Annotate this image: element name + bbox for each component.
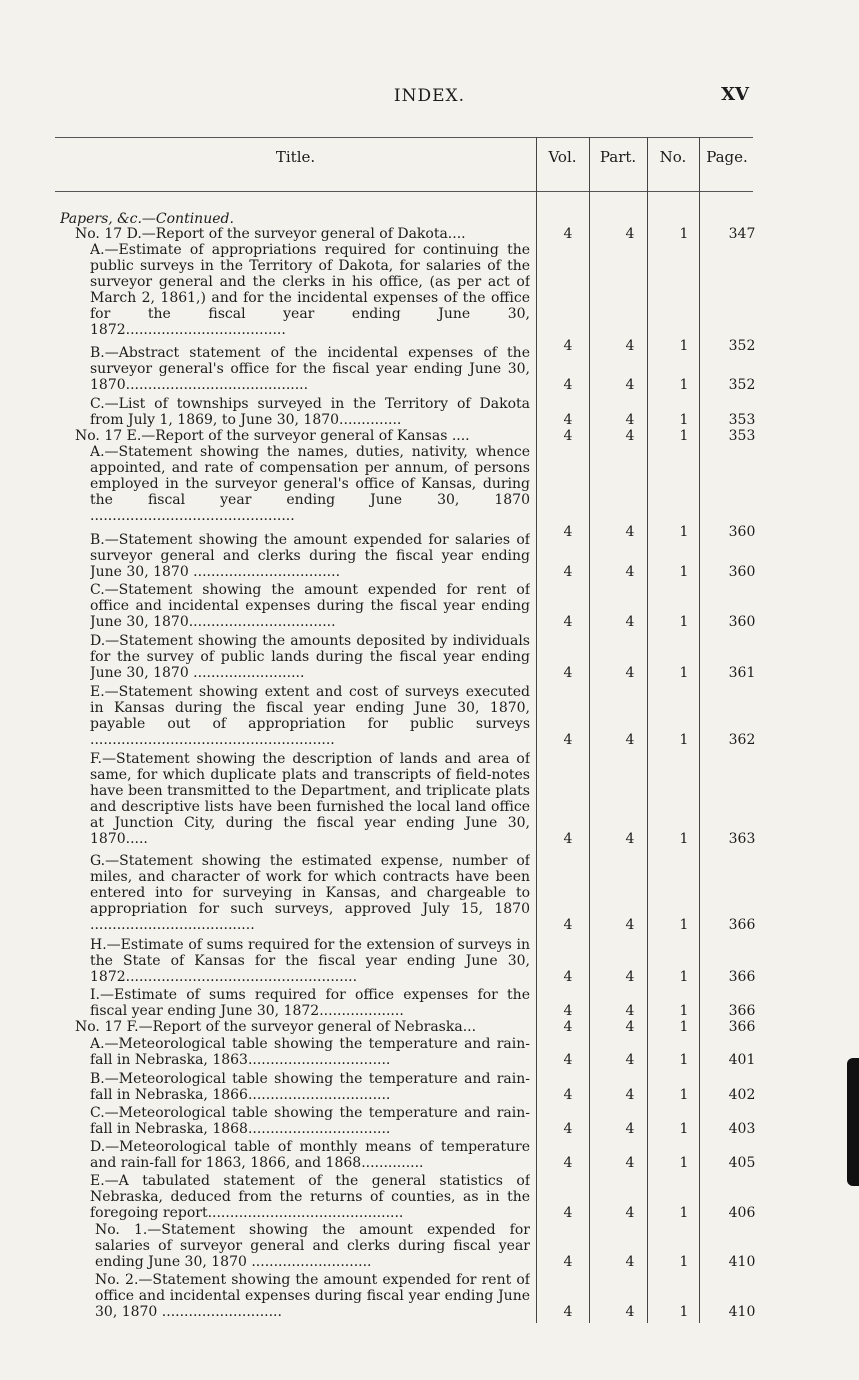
index-entry-title: F.—Statement showing the description of lands and area of same, for which duplicate plats and transcripts of field-notes have been transmitted to the Department, and triplicate plats and descriptive lists have been furnished the local land office at Junction City, during the fiscal year ending June 30, 1870..... — [90, 751, 530, 847]
index-entry-vol: 4 — [563, 1205, 573, 1221]
index-entry-no: 1 — [679, 564, 689, 580]
index-entry-title: A.—Statement showing the names, duties, nativity, whence appointed, and rate of compensation per annum, of persons employed in the surveyor general's office of Kansas, during the fiscal year ending June 30, 1870 .............................................. — [90, 444, 530, 524]
column-header-no: No. — [659, 148, 687, 166]
page-header-title: INDEX. — [393, 86, 466, 106]
index-entry-vol: 4 — [563, 377, 573, 393]
index-entry-no: 1 — [679, 917, 689, 933]
index-entry-title: B.—Abstract statement of the incidental expenses of the surveyor general's office for the fiscal year ending June 30, 1870......................................... — [90, 345, 530, 393]
index-entry-vol: 4 — [563, 969, 573, 985]
index-entry-page: 402 — [728, 1087, 756, 1103]
index-entry-part: 4 — [625, 1087, 635, 1103]
index-entry-part: 4 — [625, 1205, 635, 1221]
index-entry-title: D.—Meteorological table of monthly means of temperature and rain-fall for 1863, 1866, and 1868.............. — [90, 1139, 530, 1171]
index-entry-part: 4 — [625, 1254, 635, 1270]
index-entry-page: 360 — [728, 524, 756, 540]
index-entry-part: 4 — [625, 564, 635, 580]
index-entry-vol: 4 — [563, 564, 573, 580]
index-entry-vol: 4 — [563, 665, 573, 681]
index-entry-page: 353 — [728, 412, 756, 428]
index-entry-no: 1 — [679, 1052, 689, 1068]
index-entry-page: 360 — [728, 614, 756, 630]
index-entry-vol: 4 — [563, 732, 573, 748]
index-entry-title: A.—Estimate of appropriations required for continuing the public surveys in the Territory of Dakota, for salaries of the surveyor general and the clerks in his office, (as per act of March 2, 1861,) and for the incidental expenses of the office for the fiscal year ending June 30, 1872.................................... — [90, 242, 530, 338]
index-entry-part: 4 — [625, 412, 635, 428]
index-entry-title: No. 17 F.—Report of the surveyor general of Nebraska... — [75, 1019, 477, 1035]
index-entry-part: 4 — [625, 1304, 635, 1320]
index-entry-part: 4 — [625, 917, 635, 933]
index-entry-vol: 4 — [563, 1052, 573, 1068]
index-entry-vol: 4 — [563, 226, 573, 242]
index-entry-part: 4 — [625, 1121, 635, 1137]
index-entry-title: I.—Estimate of sums required for office expenses for the fiscal year ending June 30, 1872................... — [90, 987, 530, 1019]
index-entry-no: 1 — [679, 1304, 689, 1320]
index-entry-page: 410 — [728, 1304, 756, 1320]
index-entry-part: 4 — [625, 377, 635, 393]
index-entry-page: 362 — [728, 732, 756, 748]
column-header-title: Title. — [275, 148, 316, 166]
index-entry-vol: 4 — [563, 428, 573, 444]
index-entry-no: 1 — [679, 969, 689, 985]
index-entry-title: B.—Meteorological table showing the temperature and rain-fall in Nebraska, 1866................................ — [90, 1071, 530, 1103]
index-entry-title: No. 1.—Statement showing the amount expended for salaries of surveyor general and clerks during fiscal year ending June 30, 1870 ........................... — [95, 1222, 530, 1270]
index-entry-no: 1 — [679, 732, 689, 748]
index-entry-part: 4 — [625, 1003, 635, 1019]
index-entry-page: 366 — [728, 1019, 756, 1035]
index-entry-no: 1 — [679, 428, 689, 444]
index-entry-part: 4 — [625, 428, 635, 444]
index-entry-part: 4 — [625, 732, 635, 748]
index-entry-title: E.—A tabulated statement of the general statistics of Nebraska, deduced from the returns of counties, as in the foregoing report............................................ — [90, 1173, 530, 1221]
index-entry-title: A.—Meteorological table showing the temperature and rain-fall in Nebraska, 1863................................ — [90, 1036, 530, 1068]
index-entry-part: 4 — [625, 1155, 635, 1171]
column-header-part: Part. — [599, 148, 637, 166]
index-entry-no: 1 — [679, 226, 689, 242]
index-entry-title: C.—Statement showing the amount expended for rent of office and incidental expenses during the fiscal year ending June 30, 1870................................. — [90, 582, 530, 630]
page-number: XV — [721, 84, 749, 105]
index-entry-page: 406 — [728, 1205, 756, 1221]
index-entry-title: Papers, &c.—Continued. — [60, 211, 234, 227]
index-entry-no: 1 — [679, 1121, 689, 1137]
scan-edge-mark — [847, 1058, 859, 1186]
index-entry-vol: 4 — [563, 1019, 573, 1035]
index-entry-title: H.—Estimate of sums required for the extension of surveys in the State of Kansas for the fiscal year ending June 30, 1872.................................................... — [90, 937, 530, 985]
index-entry-part: 4 — [625, 338, 635, 354]
index-entry-page: 366 — [728, 969, 756, 985]
index-entry-vol: 4 — [563, 1003, 573, 1019]
index-entry-vol: 4 — [563, 1254, 573, 1270]
index-entry-vol: 4 — [563, 338, 573, 354]
index-entry-vol: 4 — [563, 1087, 573, 1103]
index-entry-page: 366 — [728, 1003, 756, 1019]
index-entry-vol: 4 — [563, 917, 573, 933]
index-entry-part: 4 — [625, 524, 635, 540]
index-entry-page: 363 — [728, 831, 756, 847]
index-entry-no: 1 — [679, 524, 689, 540]
index-entry-part: 4 — [625, 831, 635, 847]
index-entry-page: 410 — [728, 1254, 756, 1270]
index-entry-page: 405 — [728, 1155, 756, 1171]
index-entry-page: 353 — [728, 428, 756, 444]
index-entry-page: 352 — [728, 338, 756, 354]
index-entry-part: 4 — [625, 969, 635, 985]
index-entry-no: 1 — [679, 1087, 689, 1103]
index-entry-no: 1 — [679, 665, 689, 681]
index-entry-title: C.—Meteorological table showing the temperature and rain-fall in Nebraska, 1868................................ — [90, 1105, 530, 1137]
index-entry-no: 1 — [679, 412, 689, 428]
index-entry-page: 361 — [728, 665, 756, 681]
index-entry-part: 4 — [625, 665, 635, 681]
index-entry-no: 1 — [679, 377, 689, 393]
index-entry-no: 1 — [679, 614, 689, 630]
index-entry-no: 1 — [679, 338, 689, 354]
index-entry-vol: 4 — [563, 1121, 573, 1137]
index-entry-no: 1 — [679, 1205, 689, 1221]
index-entry-title: No. 17 E.—Report of the surveyor general of Kansas .... — [75, 428, 470, 444]
index-entry-no: 1 — [679, 1019, 689, 1035]
index-entry-title: B.—Statement showing the amount expended for salaries of surveyor general and clerks during the fiscal year ending June 30, 1870 ................................. — [90, 532, 530, 580]
index-entry-no: 1 — [679, 1003, 689, 1019]
index-entry-title: D.—Statement showing the amounts deposited by individuals for the survey of public lands during the fiscal year ending June 30, 1870 ......................... — [90, 633, 530, 681]
index-entry-vol: 4 — [563, 1304, 573, 1320]
index-entry-title: E.—Statement showing extent and cost of surveys executed in Kansas during the fiscal year ending June 30, 1870, payable out of appropriation for public surveys ....................................................... — [90, 684, 530, 748]
index-entry-page: 403 — [728, 1121, 756, 1137]
index-entry-vol: 4 — [563, 524, 573, 540]
index-entry-no: 1 — [679, 1254, 689, 1270]
index-entry-page: 401 — [728, 1052, 756, 1068]
index-entry-title: No. 2.—Statement showing the amount expended for rent of office and incidental expenses during fiscal year ending June 30, 1870 ........................... — [95, 1272, 530, 1320]
index-entry-page: 352 — [728, 377, 756, 393]
index-entry-page: 360 — [728, 564, 756, 580]
index-entry-page: 347 — [728, 226, 756, 242]
index-entry-no: 1 — [679, 1155, 689, 1171]
index-entry-title: G.—Statement showing the estimated expense, number of miles, and character of work for which contracts have been entered into for surveying in Kansas, and chargeable to appropriation for such surveys, approved July 15, 1870 ..................................... — [90, 853, 530, 933]
index-entry-title: C.—List of townships surveyed in the Territory of Dakota from July 1, 1869, to June 30, 1870.............. — [90, 396, 530, 428]
index-entry-vol: 4 — [563, 614, 573, 630]
column-header-page: Page. — [706, 148, 748, 166]
index-entry-part: 4 — [625, 1019, 635, 1035]
index-entry-vol: 4 — [563, 831, 573, 847]
index-entry-vol: 4 — [563, 1155, 573, 1171]
index-entry-part: 4 — [625, 614, 635, 630]
index-entry-vol: 4 — [563, 412, 573, 428]
column-header-vol: Vol. — [548, 148, 577, 166]
index-entry-part: 4 — [625, 226, 635, 242]
index-entry-part: 4 — [625, 1052, 635, 1068]
index-entry-page: 366 — [728, 917, 756, 933]
index-entry-title: No. 17 D.—Report of the surveyor general of Dakota.... — [75, 226, 466, 242]
index-entry-no: 1 — [679, 831, 689, 847]
